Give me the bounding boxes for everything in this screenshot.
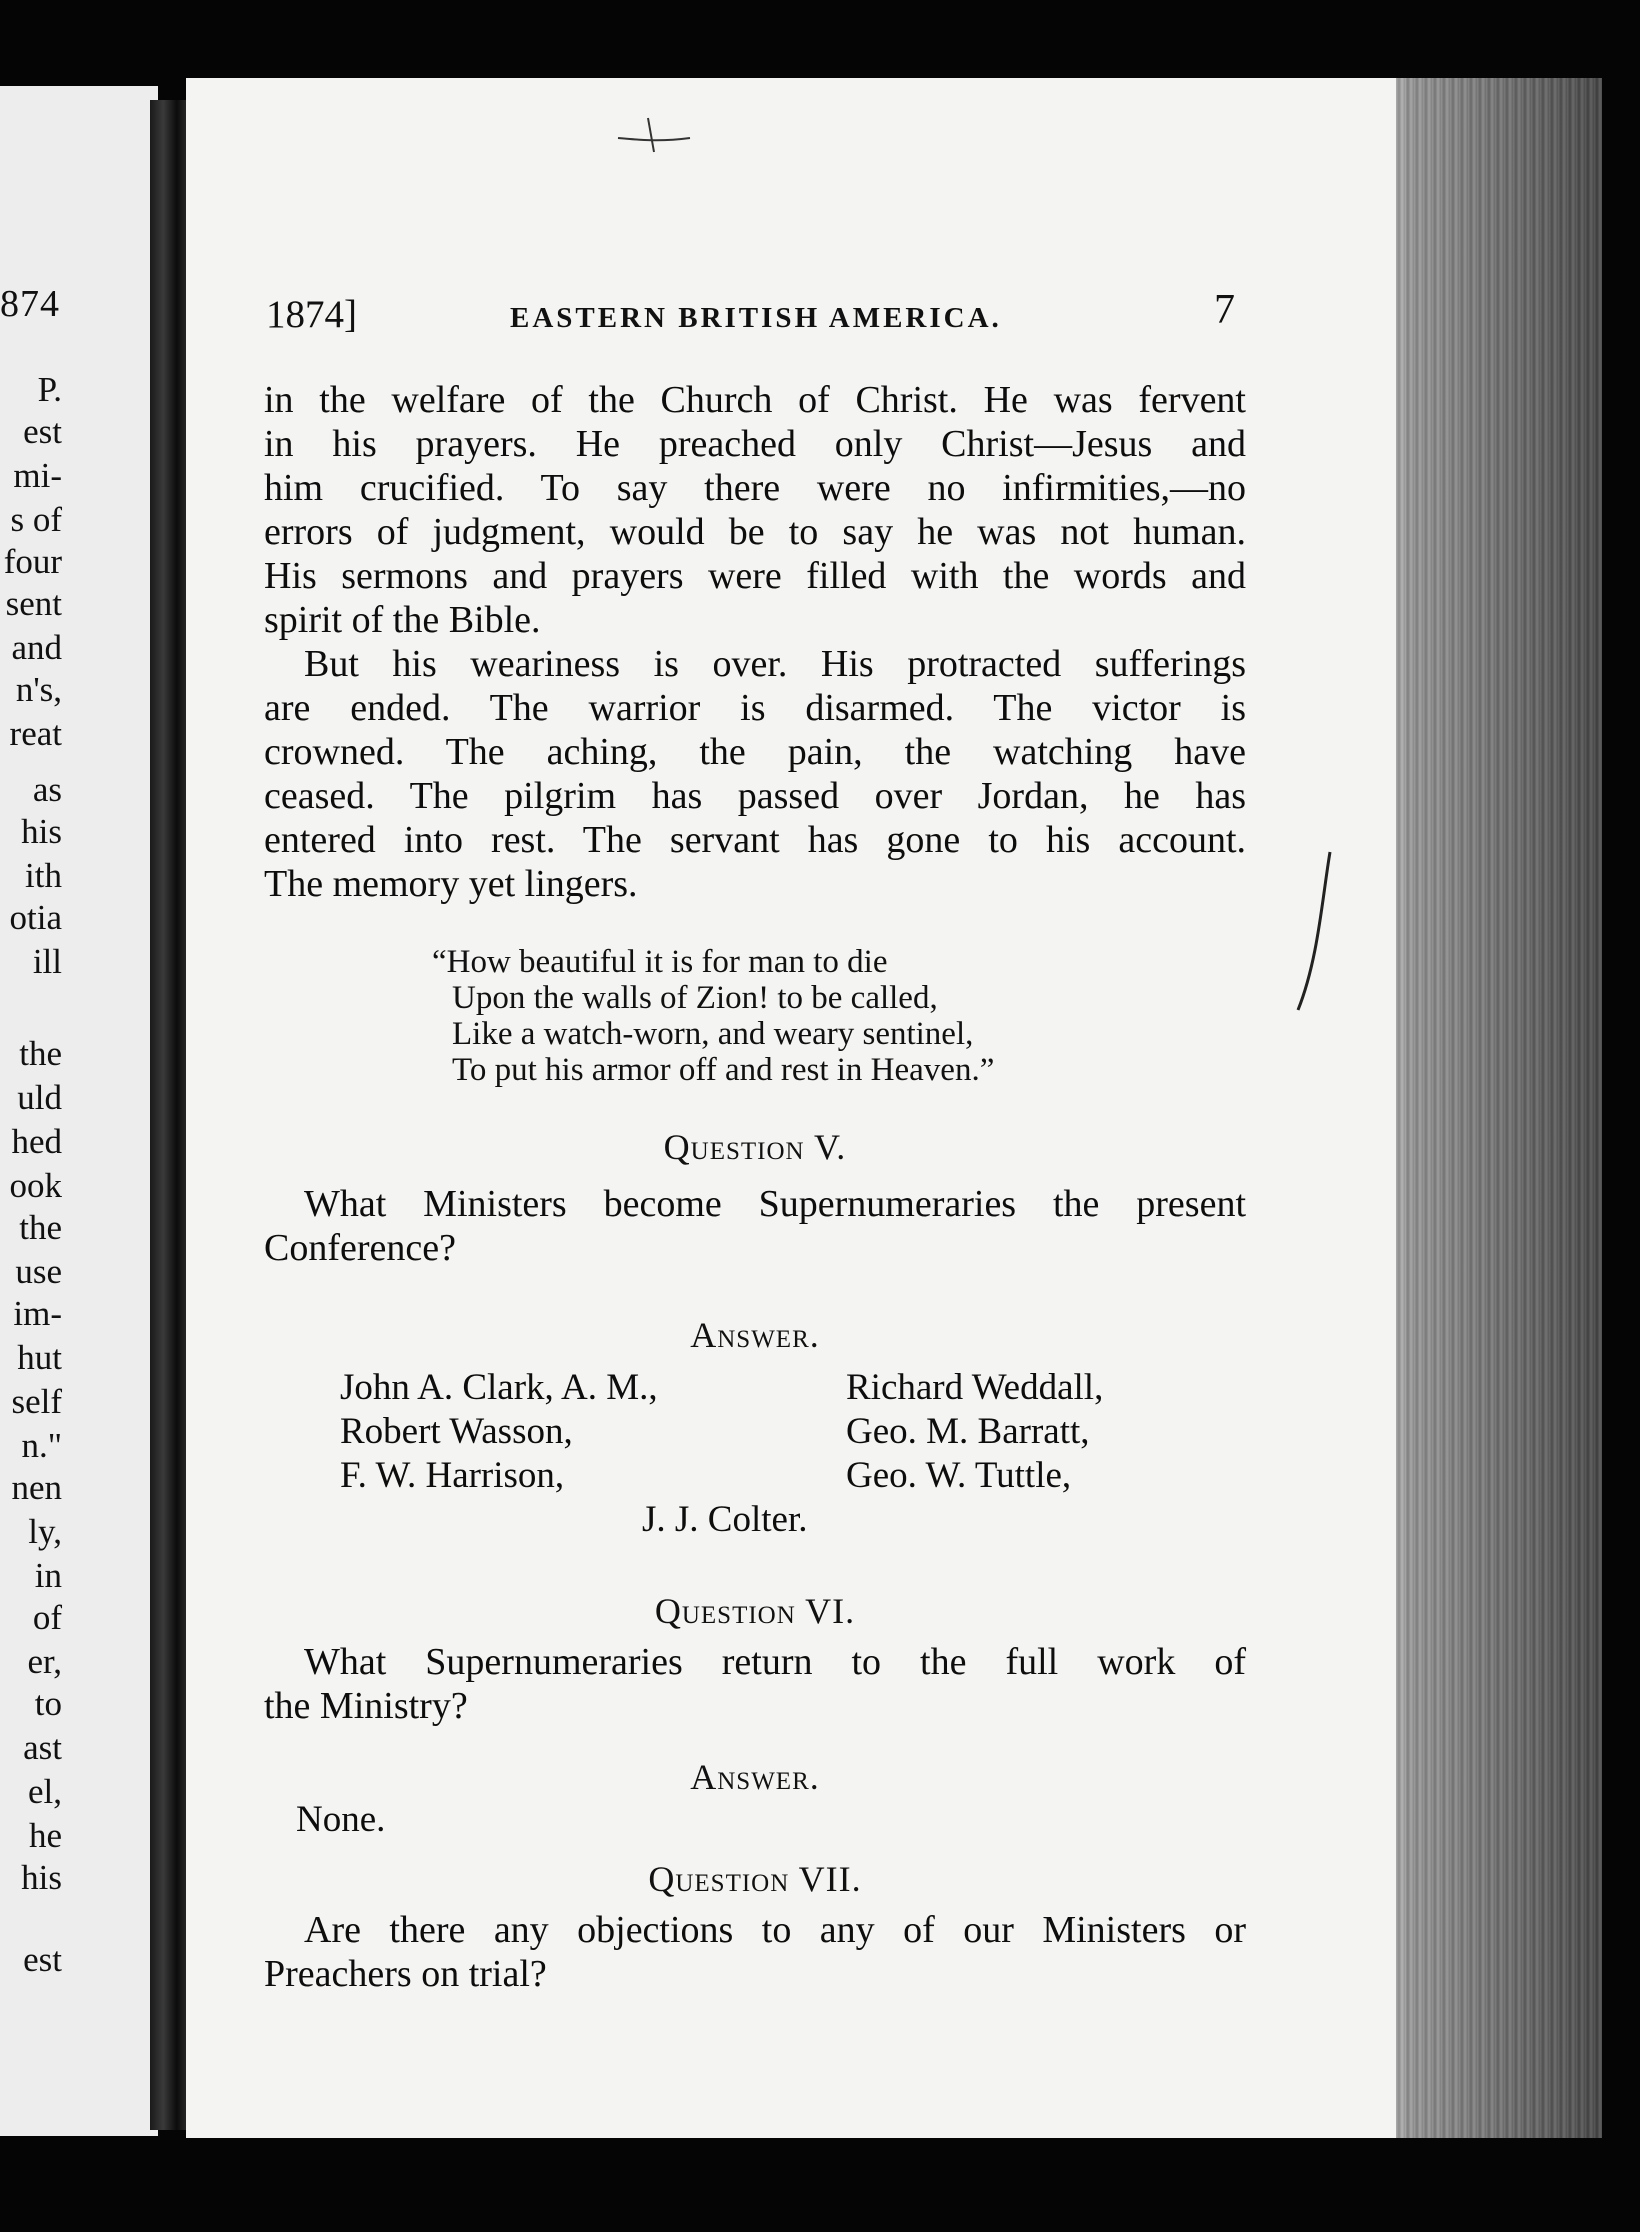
left-page-text-fragment: nen <box>11 1468 62 1507</box>
left-page-text-fragment: he <box>28 1816 62 1855</box>
name-entry: John A. Clark, A. M., <box>340 1367 658 1408</box>
left-page-text-fragment: self <box>11 1382 62 1421</box>
left-page-text-fragment: his <box>21 812 62 851</box>
left-page-text-fragment: n's, <box>15 670 62 709</box>
left-page-text-fragment: to <box>34 1684 62 1723</box>
verse-line: Upon the walls of Zion! to be called, <box>452 980 938 1016</box>
left-page-text-fragment: est <box>23 412 62 451</box>
left-page-text-fragment: P. <box>37 370 62 409</box>
left-page-text-fragment: in <box>34 1556 62 1595</box>
left-page-text-fragment: of <box>32 1598 62 1637</box>
question-5-heading: Question V. <box>663 1127 847 1167</box>
left-page-text-fragment: four <box>3 542 62 581</box>
left-page-text-fragment: ith <box>25 856 62 895</box>
left-page-running-head-fragment: 874 <box>0 283 60 325</box>
left-page-text-fragment: and <box>11 628 62 667</box>
left-page-text-fragment: sent <box>5 584 62 623</box>
name-entry: J. J. Colter. <box>642 1499 808 1540</box>
question-5-answer-heading: Answer. <box>690 1315 820 1355</box>
left-page-text-fragment: hut <box>17 1338 62 1377</box>
left-page-text-fragment: ast <box>23 1728 62 1767</box>
name-entry: Geo. W. Tuttle, <box>846 1455 1072 1496</box>
left-page-text-fragment: ook <box>9 1166 62 1205</box>
left-page-text-fragment: s of <box>10 500 62 539</box>
text-line: What Supernumeraries return to the full work of <box>304 1641 1246 1683</box>
verse-line: To put his armor off and rest in Heaven.” <box>452 1052 995 1088</box>
left-page-text-fragment: the <box>19 1208 62 1247</box>
text-line: spirit of the Bible. <box>264 599 541 641</box>
left-page-text-fragment: as <box>32 770 62 809</box>
question-6-heading: Question VI. <box>654 1591 856 1631</box>
left-page-text-fragment: est <box>23 1940 62 1979</box>
question-6-answer: None. <box>296 1799 386 1840</box>
left-page-text-fragment: ill <box>32 942 62 981</box>
text-line: His sermons and prayers were filled with the words and <box>264 555 1246 597</box>
running-head-year: 1874] <box>266 293 357 336</box>
question-7-heading: Question VII. <box>648 1859 862 1899</box>
left-page-text-fragment: mi- <box>13 456 62 495</box>
question-6-answer-heading: Answer. <box>690 1757 820 1797</box>
text-line: entered into rest. The servant has gone to his account. <box>264 819 1246 861</box>
text-line: Preachers on trial? <box>264 1953 547 1995</box>
left-page-text-fragment: reat <box>9 714 62 753</box>
text-line: Are there any objections to any of our Ministers or <box>304 1909 1246 1951</box>
left-page-text-fragment: use <box>15 1252 62 1291</box>
text-line: are ended. The warrior is disarmed. The victor is <box>264 687 1246 729</box>
name-entry: Richard Weddall, <box>846 1367 1104 1408</box>
name-entry: Geo. M. Barratt, <box>846 1411 1090 1452</box>
verse-line: Like a watch-worn, and weary sentinel, <box>452 1016 974 1052</box>
text-line: But his weariness is over. His protracted sufferings <box>304 643 1246 685</box>
left-page-text-fragment: n." <box>21 1426 62 1465</box>
left-page-text-fragment: his <box>21 1858 62 1897</box>
text-line: The memory yet lingers. <box>264 863 638 905</box>
left-page-text-fragment: el, <box>27 1772 62 1811</box>
text-line: crowned. The aching, the pain, the watching have <box>264 731 1246 773</box>
verse-line: “How beautiful it is for man to die <box>432 944 888 980</box>
left-page-text-fragment: er, <box>27 1642 62 1681</box>
text-line: in the welfare of the Church of Christ. He was fervent <box>264 379 1246 421</box>
running-head-title: EASTERN BRITISH AMERICA. <box>510 302 1002 334</box>
text-line: Conference? <box>264 1227 456 1269</box>
name-entry: Robert Wasson, <box>340 1411 573 1452</box>
text-line: the Ministry? <box>264 1685 468 1727</box>
text-line: him crucified. To say there were no infirmities,—no <box>264 467 1246 509</box>
left-page-text-fragment: im- <box>13 1294 62 1333</box>
page-number: 7 <box>1214 287 1235 333</box>
left-page-text-fragment: uld <box>17 1078 62 1117</box>
name-entry: F. W. Harrison, <box>340 1455 565 1496</box>
left-page-text-fragment: hed <box>11 1122 62 1161</box>
text-line: in his prayers. He preached only Christ—Jesus and <box>264 423 1246 465</box>
left-page-text-fragment: the <box>19 1034 62 1073</box>
left-page-text-fragment: ly, <box>28 1512 62 1551</box>
left-page-text-fragment: otia <box>9 898 62 937</box>
text-line: What Ministers become Supernumeraries the present <box>304 1183 1246 1225</box>
text-line: ceased. The pilgrim has passed over Jordan, he has <box>264 775 1246 817</box>
text-line: errors of judgment, would be to say he was not human. <box>264 511 1246 553</box>
